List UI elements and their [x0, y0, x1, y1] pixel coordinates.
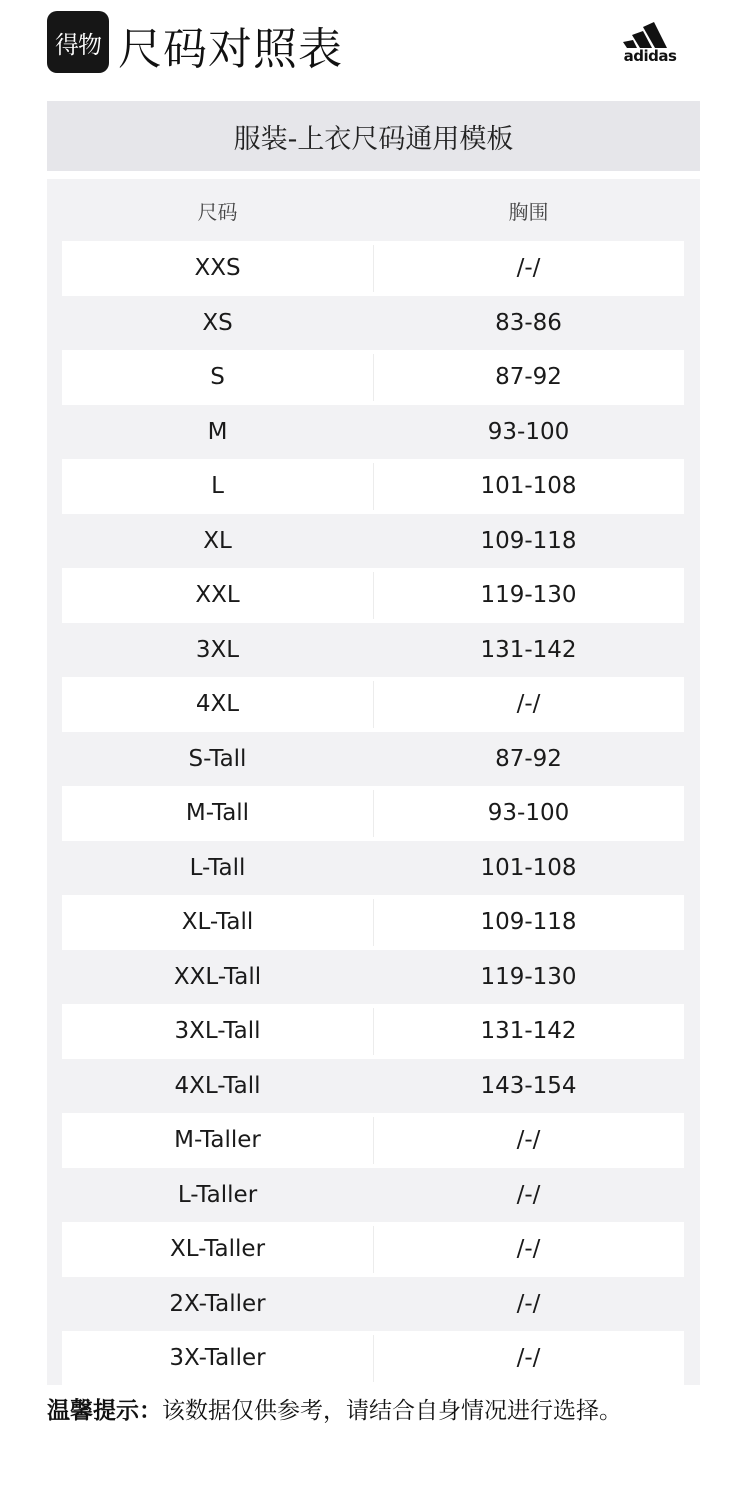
- cell-chest: 93-100: [487, 800, 570, 827]
- table-row: [62, 786, 684, 841]
- cell-size: 4XL-Tall: [174, 1072, 261, 1099]
- cell-chest: 131-142: [480, 1018, 577, 1045]
- size-table: [47, 101, 700, 1385]
- table-row: [62, 623, 684, 678]
- cell-size: L-Taller: [177, 1181, 258, 1208]
- cell-size: XXL-Tall: [173, 963, 262, 990]
- table-row: [62, 405, 684, 460]
- table-row: [62, 732, 684, 787]
- cell-size: S: [210, 364, 225, 391]
- cell-chest: /-/: [516, 691, 541, 718]
- table-row: [62, 1277, 684, 1332]
- table-row: [62, 514, 684, 569]
- tip-text: 该数据仅供参考，请结合自身情况进行选择。: [162, 1398, 622, 1424]
- table-header: [47, 179, 700, 241]
- table-title: 服装-上衣尺码通用模板: [47, 101, 700, 171]
- page-title: 尺码对照表: [118, 24, 343, 75]
- cell-size: XL-Tall: [181, 909, 254, 936]
- table-row: [62, 1004, 684, 1059]
- adidas-stripes-icon: [623, 20, 677, 48]
- cell-size: 3XL: [195, 636, 240, 663]
- cell-chest: 143-154: [480, 1072, 577, 1099]
- tip-label: 温馨提示：: [47, 1398, 162, 1424]
- table-row: [62, 350, 684, 405]
- table-row: [62, 1331, 684, 1386]
- cell-size: 2X-Taller: [169, 1290, 266, 1317]
- table-row: [62, 568, 684, 623]
- cell-size: XL-Taller: [169, 1236, 266, 1263]
- cell-chest: /-/: [516, 1181, 541, 1208]
- cell-size: XXL: [195, 582, 240, 609]
- cell-size: XXS: [194, 255, 241, 282]
- cell-size: XL: [203, 527, 232, 554]
- header: [0, 0, 747, 100]
- cell-size: M-Taller: [174, 1127, 261, 1154]
- table-row: [62, 459, 684, 514]
- cell-size: M: [207, 418, 228, 445]
- app-logo-text: 得物: [55, 30, 101, 59]
- brand-name: adidas: [623, 47, 677, 65]
- cell-chest: /-/: [516, 1345, 541, 1372]
- table-row: [62, 1113, 684, 1168]
- brand-logo: [610, 20, 690, 68]
- cell-chest: 87-92: [495, 364, 562, 391]
- cell-chest: /-/: [516, 1127, 541, 1154]
- cell-chest: 101-108: [480, 473, 577, 500]
- table-row: [62, 841, 684, 896]
- cell-chest: /-/: [516, 1290, 541, 1317]
- cell-chest: 109-118: [480, 527, 577, 554]
- cell-chest: 101-108: [480, 854, 577, 881]
- cell-chest: /-/: [516, 255, 541, 282]
- cell-size: XS: [202, 309, 233, 336]
- column-header-chest: 胸围: [508, 199, 549, 224]
- column-header-size: 尺码: [197, 199, 238, 224]
- cell-size: 4XL: [195, 691, 240, 718]
- cell-chest: 131-142: [480, 636, 577, 663]
- tip-note: [47, 1393, 622, 1429]
- cell-chest: 119-130: [480, 582, 577, 609]
- table-row: [62, 677, 684, 732]
- cell-size: 3XL-Tall: [174, 1018, 261, 1045]
- cell-chest: 109-118: [480, 909, 577, 936]
- cell-size: M-Tall: [185, 800, 250, 827]
- table-row: [62, 1222, 684, 1277]
- table-row: [62, 241, 684, 296]
- table-row: [62, 1168, 684, 1223]
- app-logo: [47, 11, 109, 73]
- cell-chest: 83-86: [495, 309, 562, 336]
- cell-chest: 119-130: [480, 963, 577, 990]
- cell-size: S-Tall: [188, 745, 247, 772]
- table-body: [47, 241, 700, 1386]
- cell-size: L-Tall: [189, 854, 246, 881]
- cell-chest: 93-100: [487, 418, 570, 445]
- cell-size: L: [211, 473, 224, 500]
- table-row: [62, 895, 684, 950]
- table-row: [62, 1059, 684, 1114]
- cell-chest: 87-92: [495, 745, 562, 772]
- cell-chest: /-/: [516, 1236, 541, 1263]
- table-row: [62, 950, 684, 1005]
- table-row: [62, 296, 684, 351]
- cell-size: 3X-Taller: [169, 1345, 266, 1372]
- table-divider: [47, 171, 700, 179]
